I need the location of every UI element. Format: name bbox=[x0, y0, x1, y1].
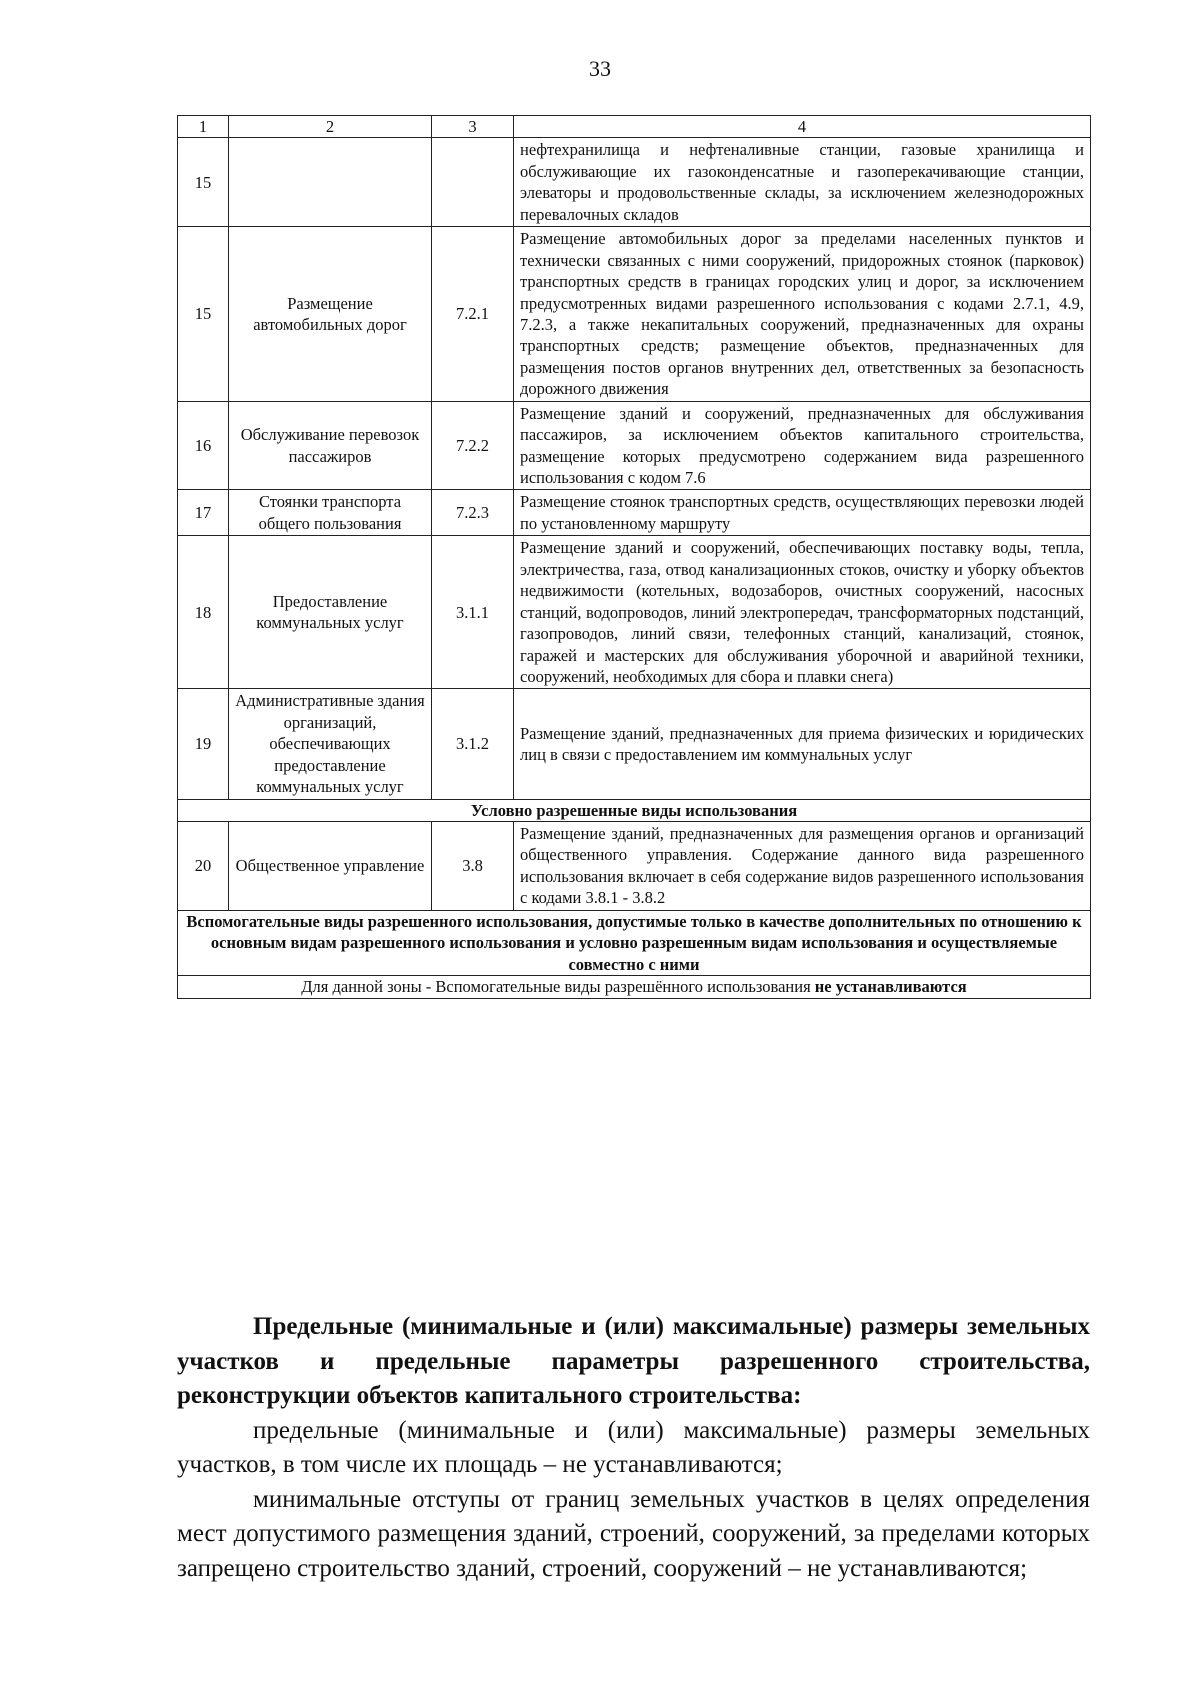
body-text bbox=[177, 1310, 1090, 1586]
row-code bbox=[432, 138, 514, 227]
row-number: 15 bbox=[178, 138, 229, 227]
row-number: 18 bbox=[178, 536, 229, 689]
row-code: 3.1.2 bbox=[432, 689, 514, 799]
row-number: 20 bbox=[178, 822, 229, 911]
row-description: Размещение стоянок транспортных средств, осуществляющих перевозки людей по установленному маршруту bbox=[514, 490, 1091, 536]
land-use-table bbox=[177, 115, 1091, 999]
table-row bbox=[178, 536, 1091, 689]
row-number: 16 bbox=[178, 401, 229, 490]
table-header-row bbox=[178, 116, 1091, 138]
row-number: 17 bbox=[178, 490, 229, 536]
auxiliary-note-bold: не устанавливаются bbox=[814, 977, 967, 997]
table-row bbox=[178, 689, 1091, 799]
row-name bbox=[229, 138, 432, 227]
row-code: 7.2.3 bbox=[432, 490, 514, 536]
table-row bbox=[178, 401, 1091, 490]
row-number: 19 bbox=[178, 689, 229, 799]
row-description: Размещение зданий, предназначенных для размещения органов и организаций общественного управления. Содержание данного вида разрешенного использования включает в себя содержание видов разрешенного использования с кодами 3.8.1 - 3.8.2 bbox=[514, 822, 1091, 911]
row-name: Стоянки транспорта общего пользования bbox=[229, 490, 432, 536]
row-description: Размещение зданий и сооружений, предназначенных для обслуживания пассажиров, за исключением объектов капитального строительства, размещение которых предусмотрено содержанием вида разрешенного использования с кодом 7.6 bbox=[514, 401, 1091, 490]
row-name: Общественное управление bbox=[229, 822, 432, 911]
section-title: Вспомогательные виды разрешенного использования, допустимые только в качестве дополнительных по отношению к основным видам разрешенного использования и условно разрешенным видам использования и осуществляемые совместно с ними bbox=[178, 910, 1091, 975]
section-heading: Предельные (минимальные и (или) максимальные) размеры земельных участков и предельные параметры разрешенного строительства, реконструкции объектов капитального строительства: bbox=[177, 1313, 1090, 1409]
row-description: Размещение зданий, предназначенных для приема физических и юридических лиц в связи с предоставлением им коммунальных услуг bbox=[514, 689, 1091, 799]
row-code: 7.2.1 bbox=[432, 227, 514, 402]
row-code: 3.8 bbox=[432, 822, 514, 911]
row-description: Размещение автомобильных дорог за пределами населенных пунктов и технически связанных с ними сооружений, придорожных стоянок (парковок) транспортных средств в границах городских улиц и дорог, за исключением предусмотренных видами разрешенного использования с кодами 2.7.1, 4.9, 7.2.3, а также некапитальных сооружений, предназначенных для охраны транспортных средств; размещение объектов, предназначенных для размещения постов органов внутренних дел, ответственных за безопасность дорожного движения bbox=[514, 227, 1091, 402]
auxiliary-note-prefix: Для данной зоны - Вспомогательные виды разрешённого использования bbox=[301, 977, 815, 997]
column-header-4: 4 bbox=[514, 116, 1091, 138]
row-name: Обслуживание перевозок пассажиров bbox=[229, 401, 432, 490]
row-name: Административные здания организаций, обеспечивающих предоставление коммунальных услуг bbox=[229, 689, 432, 799]
table-row bbox=[178, 227, 1091, 402]
column-header-2: 2 bbox=[229, 116, 432, 138]
column-header-3: 3 bbox=[432, 116, 514, 138]
table-row bbox=[178, 822, 1091, 911]
row-description: нефтехранилища и нефтеналивные станции, газовые хранилища и обслуживающие их газоконденсатные и газоперекачивающие станции, элеваторы и продовольственные склады, за исключением железнодорожных перевалочных складов bbox=[514, 138, 1091, 227]
row-code: 3.1.1 bbox=[432, 536, 514, 689]
auxiliary-note bbox=[178, 976, 1091, 998]
paragraph: предельные (минимальные и (или) максимальные) размеры земельных участков, в том числе их площадь – не устанавливаются; bbox=[177, 1416, 1090, 1478]
row-name: Предоставление коммунальных услуг bbox=[229, 536, 432, 689]
column-header-1: 1 bbox=[178, 116, 229, 138]
section-header-conditional bbox=[178, 799, 1091, 821]
page-number: 33 bbox=[589, 56, 611, 81]
table-row bbox=[178, 138, 1091, 227]
row-code: 7.2.2 bbox=[432, 401, 514, 490]
paragraph: минимальные отступы от границ земельных участков в целях определения мест допустимого размещения зданий, строений, сооружений, за пределами которых запрещено строительство зданий, строений, сооружений – не устанавливаются; bbox=[177, 1485, 1090, 1582]
auxiliary-note-row bbox=[178, 976, 1091, 998]
section-title: Условно разрешенные виды использования bbox=[178, 799, 1091, 821]
section-header-auxiliary bbox=[178, 910, 1091, 975]
row-number: 15 bbox=[178, 227, 229, 402]
row-name: Размещение автомобильных дорог bbox=[229, 227, 432, 402]
row-description: Размещение зданий и сооружений, обеспечивающих поставку воды, тепла, электричества, газа, отвод канализационных стоков, очистку и уборку объектов недвижимости (котельных, водозаборов, очистных сооружений, насосных станций, водопроводов, линий электропередач, трансформаторных подстанций, газопроводов, линий связи, телефонных станций, канализаций, стоянок, гаражей и мастерских для обслуживания уборочной и аварийной техники, сооружений, необходимых для сбора и плавки снега) bbox=[514, 536, 1091, 689]
table-row bbox=[178, 490, 1091, 536]
